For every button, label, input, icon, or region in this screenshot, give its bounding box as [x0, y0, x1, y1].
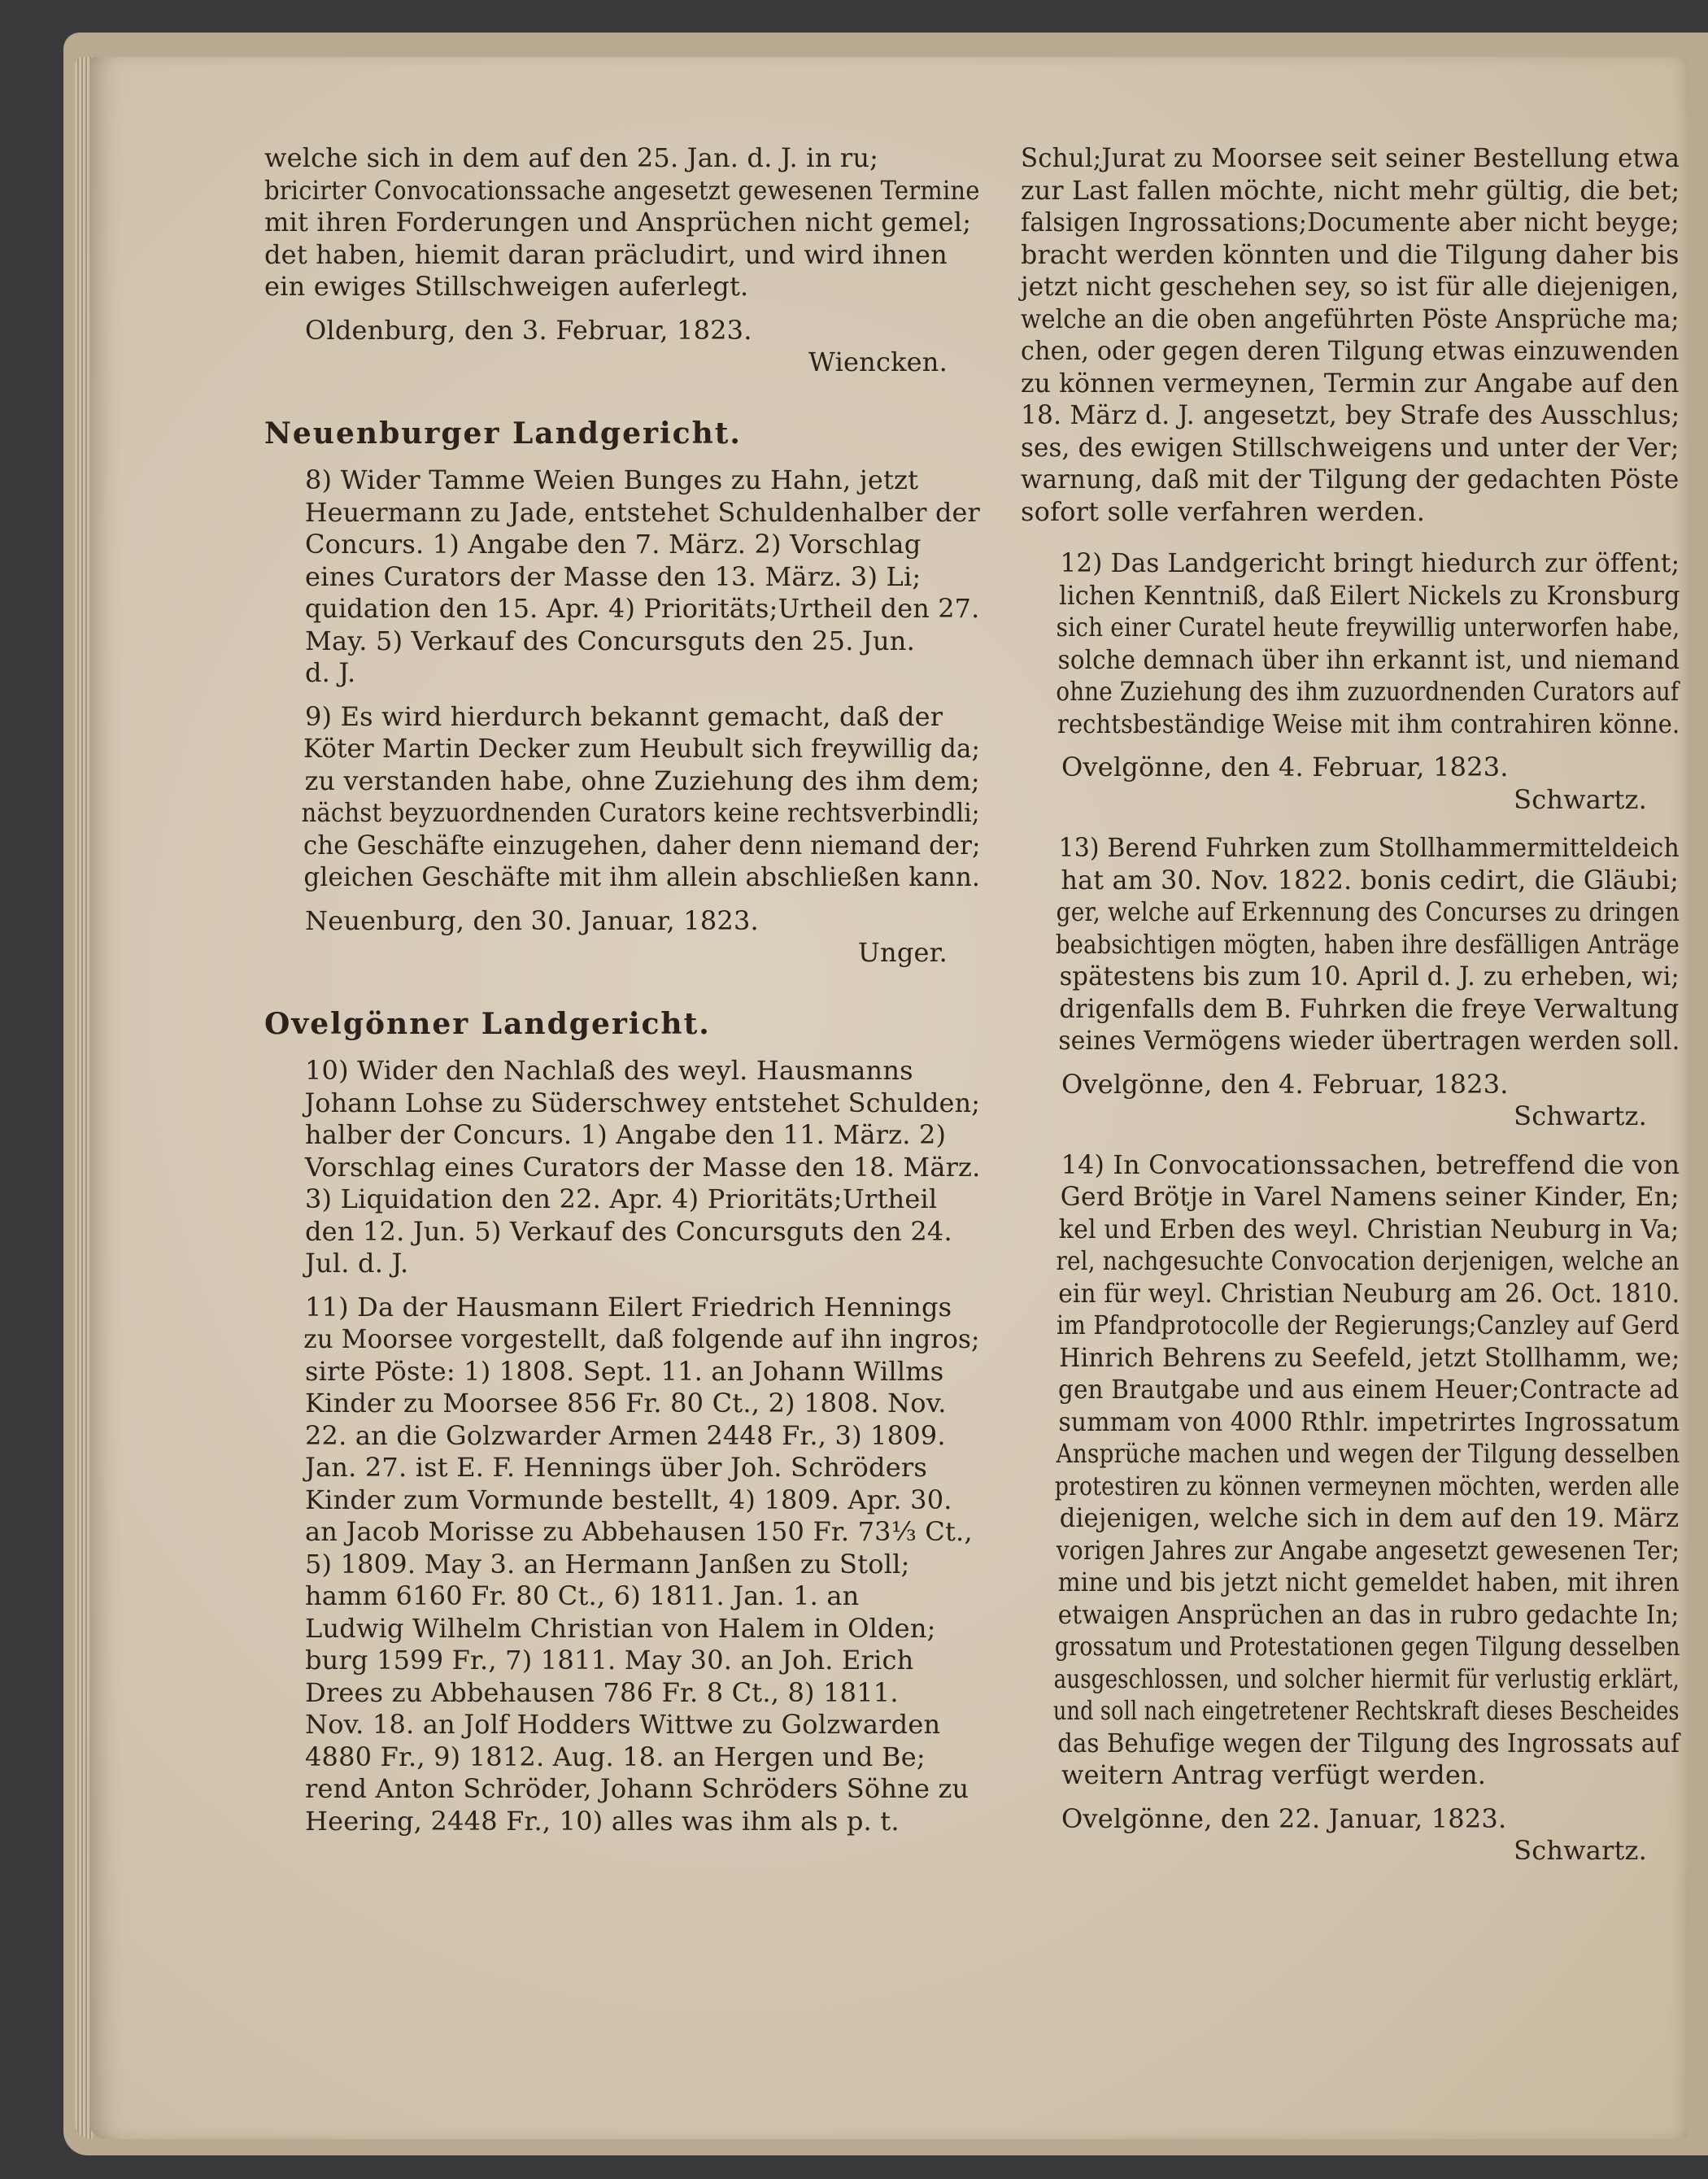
text-line: zu können vermeynen, Termin zur Angabe auf den: [1021, 367, 1680, 399]
text-line: welche an die oben angeführten Pöste Ansprüche ma;: [1021, 303, 1680, 334]
text-line: 13) Berend Fuhrken zum Stollhammermitteldeich: [1058, 832, 1680, 863]
text-line: warnung, daß mit der Tilgung der gedachten Pöste: [1021, 464, 1680, 495]
text-line: protestiren zu können vermeynen möchten, werden alle: [1054, 1470, 1680, 1501]
text-line: 5) 1809. May 3. an Hermann Janßen zu Stoll;: [305, 1548, 910, 1580]
text-line: an Jacob Morisse zu Abbehausen 150 Fr. 73⅓ Ct.,: [305, 1516, 973, 1547]
notice-paragraph-14: [1021, 1149, 1680, 1792]
signature: Schwartz.: [1514, 1835, 1647, 1866]
continued-paragraph-11: [1021, 142, 1680, 528]
text-line: Kinder zum Vormunde bestellt, 4) 1809. Apr. 30.: [305, 1484, 952, 1515]
text-line: solche demnach über ihn erkannt ist, und niemand: [1057, 643, 1680, 675]
place-date: Ovelgönne, den 4. Februar, 1823.: [1061, 1068, 1509, 1100]
text-line: Heuermann zu Jade, entstehet Schuldenhalber der: [304, 496, 980, 528]
text-line: mit ihren Forderungen und Ansprüchen nicht gemel;: [264, 207, 972, 238]
text-line: Hinrich Behrens zu Seefeld, jetzt Stollhamm, we;: [1059, 1341, 1680, 1373]
text-line: 9) Es wird hierdurch bekannt gemacht, daß der: [305, 700, 943, 732]
text-line: Gerd Brötje in Varel Namens seiner Kinder, En;: [1060, 1181, 1680, 1212]
text-line: May. 5) Verkauf des Concursguts den 25. Jun.: [305, 625, 915, 656]
text-line: zur Last fallen möchte, nicht mehr gültig, die bet;: [1021, 174, 1680, 206]
text-line: quidation den 15. Apr. 4) Prioritäts;Urtheil den 27.: [304, 593, 980, 624]
notice-paragraph-8: [264, 464, 980, 690]
right-column: [1021, 142, 1680, 1879]
signature: Schwartz.: [1514, 783, 1647, 815]
text-line: Johann Lohse zu Süderschwey entstehet Schulden;: [304, 1087, 981, 1118]
text-line: weitern Antrag verfügt werden.: [1061, 1759, 1487, 1790]
place-date: Ovelgönne, den 4. Februar, 1823.: [1061, 752, 1509, 782]
text-line: gleichen Geschäfte mit ihm allein abschließen kann.: [303, 861, 981, 892]
text-line: hat am 30. Nov. 1822. bonis cedirt, die Gläubi;: [1061, 864, 1680, 896]
notice-paragraph-10: [264, 1055, 980, 1280]
text-line: hamm 6160 Fr. 80 Ct., 6) 1811. Jan. 1. an: [305, 1580, 860, 1611]
text-line: den 12. Jun. 5) Verkauf des Concursguts den 24.: [305, 1215, 952, 1247]
text-line: ger, welche auf Erkennung des Concurses zu dringen: [1056, 896, 1680, 927]
text-line: sofort solle verfahren werden.: [1021, 495, 1426, 527]
text-line: zu Moorsee vorgestellt, daß folgende auf ihn ingros;: [303, 1323, 980, 1354]
text-line: det haben, hiemit daran präcludirt, und wird ihnen: [264, 238, 948, 270]
text-line: 18. März d. J. angesetzt, bey Strafe des Ausschlus;: [1021, 399, 1680, 430]
text-line: nächst beyzuordnenden Curators keine rechtsverbindli;: [301, 797, 980, 828]
section-heading-ovelgoenne: Ovelgönner Landgericht.: [264, 1006, 711, 1041]
text-line: d. J.: [305, 657, 356, 688]
text-line: 8) Wider Tamme Weien Bunges zu Hahn, jetzt: [305, 464, 919, 495]
text-line: sich einer Curatel heute freywillig unterworfen habe,: [1056, 612, 1680, 643]
text-line: Jul. d. J.: [305, 1248, 409, 1279]
text-line: falsigen Ingrossations;Documente aber nicht beyge;: [1021, 207, 1680, 238]
text-line: ohne Zuziehung des ihm zuzuordnenden Curators auf: [1056, 676, 1680, 707]
signature: Wiencken.: [808, 346, 948, 377]
text-line: Drees zu Abbehausen 786 Fr. 8 Ct., 8) 1811.: [305, 1676, 899, 1708]
signature: Schwartz.: [1514, 1100, 1647, 1131]
text-line: beabsichtigen mögten, haben ihre desfälligen Anträge: [1055, 928, 1680, 960]
text-line: welche sich in dem auf den 25. Jan. d. J. in ru;: [264, 142, 879, 173]
text-line: Nov. 18. an Jolf Hodders Wittwe zu Golzwarden: [305, 1709, 941, 1740]
text-line: 3) Liquidation den 22. Apr. 4) Prioritäts;Urtheil: [305, 1183, 938, 1214]
text-line: 4880 Fr., 9) 1812. Aug. 18. an Hergen und Be;: [305, 1741, 926, 1772]
text-line: und soll nach eingetretener Rechtskraft dieses Bescheides: [1052, 1695, 1680, 1726]
text-line: Ansprüche machen und wegen der Tilgung desselben: [1056, 1438, 1680, 1469]
text-line: 11) Da der Hausmann Eilert Friedrich Hennings: [305, 1291, 952, 1323]
place-date: Ovelgönne, den 22. Januar, 1823.: [1061, 1802, 1507, 1834]
text-line: bricirter Convocationssache angesetzt gewesenen Termine: [264, 174, 980, 206]
notice-paragraph-9: [264, 701, 980, 894]
text-line: chen, oder gegen deren Tilgung etwas einzuwenden: [1021, 335, 1680, 366]
text-line: ses, des ewigen Stillschweigens und unter der Ver;: [1021, 431, 1680, 463]
text-line: Schul;Jurat zu Moorsee seit seiner Bestellung etwa: [1021, 142, 1680, 173]
text-line: Heering, 2448 Fr., 10) alles was ihm als p. t.: [305, 1805, 900, 1837]
text-line: summam von 4000 Rthlr. impetrirtes Ingrossatum: [1058, 1405, 1680, 1437]
text-line: spätestens bis zum 10. April d. J. zu erheben, wi;: [1059, 961, 1680, 991]
text-line: 14) In Convocationssachen, betreffend die von: [1061, 1148, 1680, 1180]
place-date: Oldenburg, den 3. Februar, 1823.: [305, 314, 752, 346]
text-line: ein für weyl. Christian Neuburg am 26. Oct. 1810.: [1058, 1277, 1680, 1309]
text-line: halber der Concurs. 1) Angabe den 11. März. 2): [305, 1119, 947, 1150]
text-line: ein ewiges Stillschweigen auferlegt.: [264, 271, 749, 302]
text-line: rel, nachgesuchte Convocation derjenigen, welche an: [1056, 1245, 1680, 1276]
text-line: diejenigen, welche sich in dem auf den 19. März: [1059, 1502, 1680, 1533]
signature: Unger.: [857, 937, 948, 968]
text-line: 10) Wider den Nachlaß des weyl. Hausmanns: [305, 1055, 913, 1086]
text-line: Vorschlag eines Curators der Masse den 18. März.: [304, 1151, 981, 1183]
text-line: ausgeschlossen, und solcher hiermit für verlustig erklärt,: [1053, 1663, 1680, 1694]
text-line: jetzt nicht geschehen sey, so ist für alle diejenigen,: [1021, 271, 1680, 302]
text-line: drigenfalls dem B. Fuhrken die freye Verwaltung: [1059, 992, 1680, 1024]
text-line: sirte Pöste: 1) 1808. Sept. 11. an Johann Willms: [305, 1355, 944, 1387]
text-line: zu verstanden habe, ohne Zuziehung des ihm dem;: [304, 765, 980, 796]
text-line: rechtsbeständige Weise mit ihm contrahiren könne.: [1057, 708, 1680, 739]
left-column: [264, 142, 980, 1849]
text-line: vorigen Jahres zur Angabe angesetzt gewesenen Ter;: [1056, 1534, 1680, 1566]
text-line: lichen Kenntniß, daß Eilert Nickels zu Kronsburg: [1059, 579, 1680, 611]
text-line: mine und bis jetzt nicht gemeldet haben, mit ihren: [1057, 1567, 1680, 1597]
text-line: 12) Das Landgericht bringt hiedurch zur öffent;: [1060, 547, 1680, 578]
text-line: Concurs. 1) Angabe den 7. März. 2) Vorschlag: [305, 529, 922, 560]
text-line: Kinder zu Moorsee 856 Fr. 80 Ct., 2) 1808. Nov.: [305, 1388, 947, 1419]
text-line: etwaigen Ansprüchen an das in rubro gedachte In;: [1057, 1598, 1680, 1630]
notice-paragraph-11: [264, 1292, 980, 1838]
text-line: 22. an die Golzwarder Armen 2448 Fr., 3) 1809.: [305, 1419, 946, 1451]
text-line: Köter Martin Decker zum Heubult sich freywillig da;: [303, 733, 981, 764]
text-line: Jan. 27. ist E. F. Hennings über Joh. Schröders: [305, 1452, 927, 1483]
text-line: rend Anton Schröder, Johann Schröders Söhne zu: [305, 1773, 969, 1804]
section-heading-neuenburg: Neuenburger Landgericht.: [264, 416, 742, 451]
place-date: Neuenburg, den 30. Januar, 1823.: [305, 904, 759, 936]
notice-paragraph-13: [1021, 832, 1680, 1057]
text-line: gen Brautgabe und aus einem Heuer;Contracte ad: [1057, 1374, 1680, 1405]
text-line: seines Vermögens wieder übertragen werden soll.: [1058, 1025, 1680, 1056]
text-line: Ludwig Wilhelm Christian von Halem in Olden;: [305, 1612, 936, 1644]
text-line: che Geschäfte einzugehen, daher denn niemand der;: [303, 829, 981, 861]
text-line: kel und Erben des weyl. Christian Neuburg in Va;: [1058, 1213, 1680, 1244]
text-line: eines Curators der Masse den 13. März. 3) Li;: [305, 560, 922, 592]
text-line: grossatum und Protestationen gegen Tilgung desselben: [1054, 1631, 1680, 1662]
text-line: das Behufige wegen der Tilgung des Ingrossats auf: [1057, 1727, 1680, 1758]
intro-paragraph: [264, 142, 980, 303]
text-line: bracht werden könnten und die Tilgung daher bis: [1021, 238, 1680, 270]
notice-paragraph-12: [1021, 547, 1680, 740]
text-line: burg 1599 Fr., 7) 1811. May 30. an Joh. Erich: [305, 1645, 914, 1676]
text-line: im Pfandprotocolle der Regierungs;Canzley auf Gerd: [1057, 1310, 1680, 1340]
